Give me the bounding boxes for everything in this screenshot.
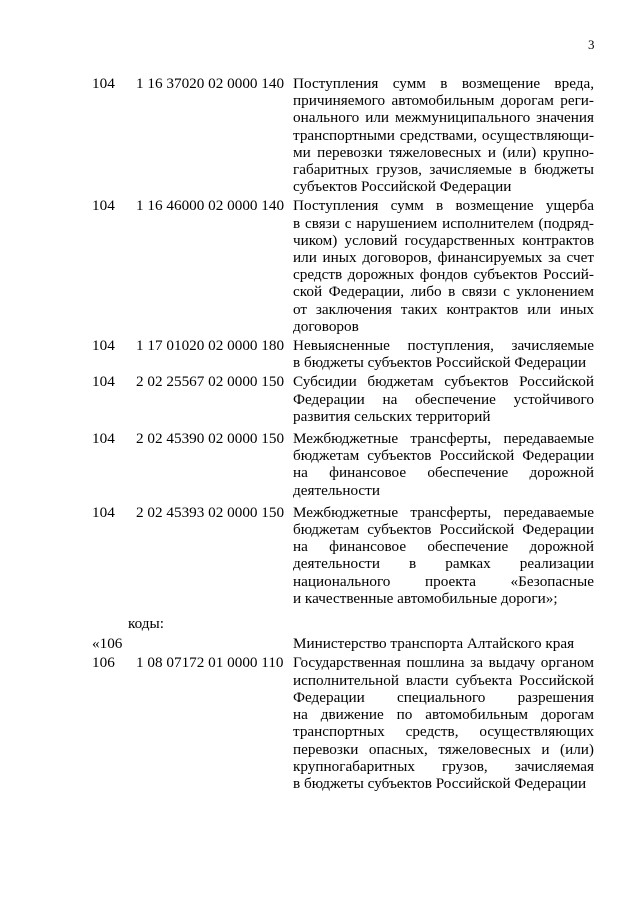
description-line: на финансовое обеспечение дорожной xyxy=(293,538,594,556)
table-row xyxy=(0,654,640,792)
description-line: Государственная пошлина за выдачу органом xyxy=(293,654,594,672)
revenue-description xyxy=(293,635,594,652)
description-line: субъектов Российской Федерации xyxy=(293,178,512,196)
description-line: чиком) условий государственных контрактов xyxy=(293,231,594,249)
table-row xyxy=(0,504,640,607)
description-line: ми перевозки тяжеловесных и (или) крупно- xyxy=(293,143,594,161)
table-row xyxy=(0,430,640,499)
revenue-code: 1 17 01020 02 0000 180 xyxy=(136,337,285,355)
revenue-code: 1 16 37020 02 0000 140 xyxy=(136,75,285,92)
description-line: от заключения таких контрактов или иных xyxy=(293,300,594,318)
description-line: на финансовое обеспечение дорожной xyxy=(293,464,594,482)
revenue-description xyxy=(293,504,594,607)
admin-code: 104 xyxy=(92,430,115,448)
description-line: Поступления сумм в возмещение ущерба xyxy=(293,197,594,215)
revenue-code: 2 02 25567 02 0000 150 xyxy=(136,373,285,391)
description-line: деятельности в рамках реализации xyxy=(293,555,594,573)
revenue-description xyxy=(293,75,594,195)
admin-code: 104 xyxy=(92,503,115,521)
codes-label-row xyxy=(0,615,640,632)
table-row xyxy=(0,373,640,425)
table-row xyxy=(0,337,640,371)
admin-code: 104 xyxy=(92,373,115,391)
revenue-description xyxy=(293,337,594,371)
description-line: Субсидии бюджетам субъектов Российской xyxy=(293,373,594,391)
description-line: крупногабаритных грузов, зачисляемая xyxy=(293,757,594,775)
document-body xyxy=(0,75,640,792)
description-line: Федерации специального разрешения xyxy=(293,688,594,706)
description-line: перевозки опасных, тяжеловесных и (или) xyxy=(293,740,594,758)
description-line: в бюджеты субъектов Российской Федерации xyxy=(293,354,587,372)
revenue-code: 1 16 46000 02 0000 140 xyxy=(136,197,285,215)
description-line: транспортных средств, осуществляющих xyxy=(293,723,594,741)
description-line: развития сельских территорий xyxy=(293,407,491,425)
revenue-codes-section xyxy=(0,75,640,607)
admin-code: «106 xyxy=(92,635,123,653)
description-line: причиняемого автомобильным дорогам реги- xyxy=(293,92,594,110)
table-row xyxy=(0,635,640,652)
admin-code: 106 xyxy=(92,654,115,672)
description-line: Невыясненные поступления, зачисляемые xyxy=(293,337,594,355)
table-row xyxy=(0,75,640,195)
description-line: габаритных грузов, зачисляемые в бюджеты xyxy=(293,161,594,179)
revenue-description xyxy=(293,373,594,425)
description-line: бюджетам субъектов Российской Федерации xyxy=(293,521,594,539)
table-row xyxy=(0,197,640,335)
description-line: ской Федерации, либо в связи с уклонением xyxy=(293,283,594,301)
new-codes-section xyxy=(0,635,640,792)
admin-code: 104 xyxy=(92,337,115,355)
description-line: Межбюджетные трансферты, передаваемые xyxy=(293,430,594,448)
description-line: онального или межмуниципального значения xyxy=(293,109,594,127)
description-line: в бюджеты субъектов Российской Федерации xyxy=(293,774,587,792)
admin-code: 104 xyxy=(92,75,115,92)
description-line: средств дорожных фондов субъектов Россий- xyxy=(293,266,594,284)
page-number: 3 xyxy=(588,37,595,52)
admin-code: 104 xyxy=(92,197,115,215)
description-line: транспортными средствами, осуществляющи- xyxy=(293,126,594,144)
description-line: бюджетам субъектов Российской Федерации xyxy=(293,447,594,465)
description-line: деятельности xyxy=(293,481,380,499)
description-line: национального проекта «Безопасные xyxy=(293,572,594,590)
description-line: Федерации на обеспечение устойчивого xyxy=(293,390,594,408)
description-line: или иных договоров, финансируемых за счет xyxy=(293,249,594,267)
description-line: исполнительной власти субъекта Российской xyxy=(293,671,594,689)
description-line: Межбюджетные трансферты, передаваемые xyxy=(293,503,594,521)
description-line: договоров xyxy=(293,317,359,335)
codes-label: коды: xyxy=(128,615,164,633)
revenue-code: 1 08 07172 01 0000 110 xyxy=(136,654,284,672)
revenue-description xyxy=(293,654,594,792)
description-line: в связи с нарушением исполнителем (подряд- xyxy=(293,214,594,232)
description-line: Министерство транспорта Алтайского края xyxy=(293,635,575,653)
description-line: на движение по автомобильным дорогам xyxy=(293,706,594,724)
revenue-description xyxy=(293,430,594,499)
description-line: и качественные автомобильные дороги»; xyxy=(293,589,558,607)
revenue-description xyxy=(293,197,594,335)
revenue-code: 2 02 45393 02 0000 150 xyxy=(136,503,285,521)
description-line: Поступления сумм в возмещение вреда, xyxy=(293,75,594,92)
revenue-code: 2 02 45390 02 0000 150 xyxy=(136,430,285,448)
